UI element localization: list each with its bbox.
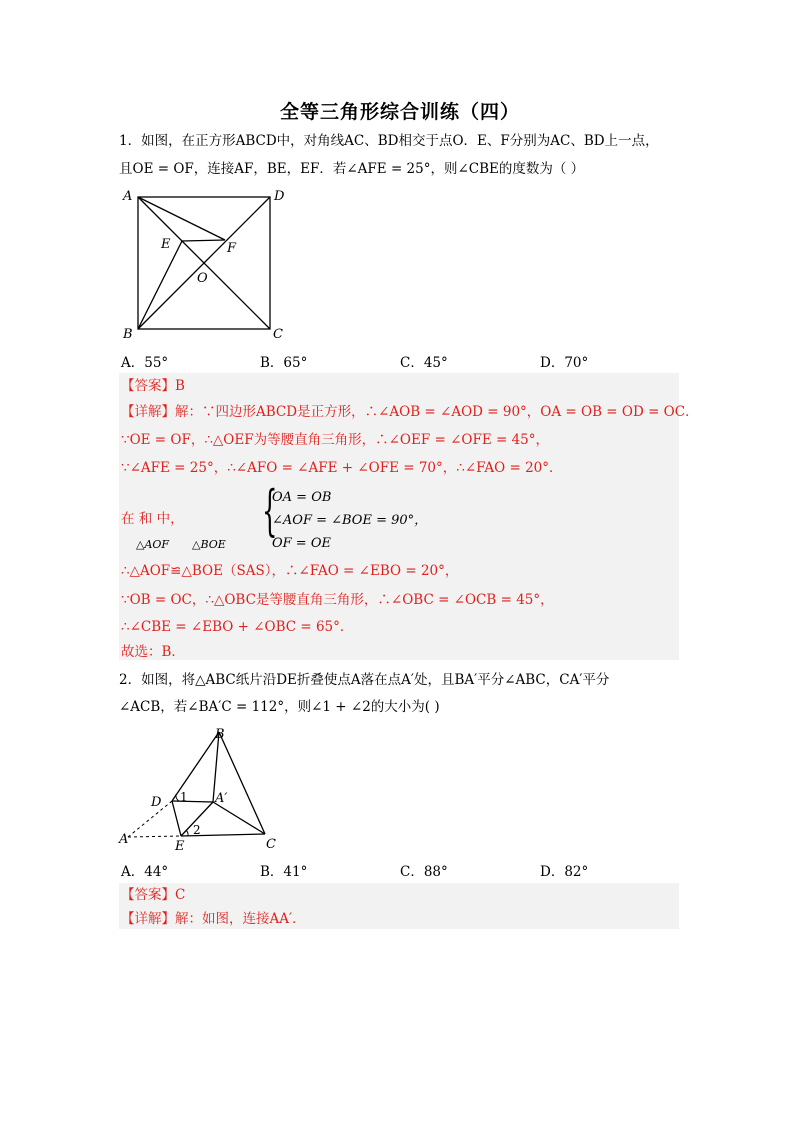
q1-system-brace: {: [262, 479, 278, 542]
q2-option-c: C．88°: [400, 864, 448, 880]
q2-answer: 【答案】C: [121, 887, 186, 903]
q1-option-a: A．55°: [121, 355, 169, 371]
side-bc: [219, 732, 265, 834]
q1-answer: 【答案】B: [121, 378, 185, 394]
label-f: F: [227, 241, 237, 256]
q1-solution-line3: ∵∠AFE = 25°，∴∠AFO = ∠AFE + ∠OFE = 70°，∴∠FAO = 20°．: [121, 460, 563, 476]
label-b: B: [215, 727, 225, 742]
label-e: E: [161, 237, 171, 252]
label-a: A: [119, 832, 129, 847]
q1-triangle-aof: △AOF: [136, 538, 170, 551]
q1-system: [272, 486, 427, 555]
dashed-ad: [128, 801, 172, 837]
q1-system-row2: ∠AOF = ∠BOE = 90°，: [272, 513, 428, 528]
label-c: C: [266, 837, 276, 852]
segment-da-prime: [172, 801, 213, 802]
q1-triangle-boe: △BOE: [192, 538, 226, 551]
q2-stem-line2: ∠ACB，若∠BA′C = 112°，则∠1 + ∠2的大小为( ): [119, 699, 440, 715]
label-c: C: [273, 327, 283, 342]
q1-system-row1: OA = OB: [272, 490, 332, 505]
q2-triangle-figure: [115, 722, 295, 857]
q1-solution-line8: 故选：B．: [121, 644, 185, 660]
q1-solution-line1: 【详解】解：∵四边形ABCD是正方形，∴∠AOB = ∠AOD = 90°，OA = OB = OD = OC．: [121, 404, 699, 420]
q2-option-b: B．41°: [260, 864, 308, 880]
q1-solution-line4: 在 和 中，: [121, 511, 184, 527]
label-angle-2: 2: [193, 823, 201, 837]
q1-solution-line2: ∵OE = OF，∴△OEF为等腰直角三角形，∴∠OEF = ∠OFE = 45°，: [121, 432, 550, 448]
dashed-ae: [128, 836, 181, 837]
segment-af: [138, 197, 225, 240]
q1-option-d: D．70°: [540, 355, 589, 371]
label-o: O: [197, 271, 208, 286]
fold-de: [172, 801, 181, 836]
q1-system-row3: OF = OE: [272, 536, 331, 551]
label-angle-1: 1: [180, 790, 188, 804]
q2-option-a: A．44°: [121, 864, 169, 880]
page-title: 全等三角形综合训练（四）: [279, 101, 520, 123]
label-a-prime: A′: [215, 791, 228, 806]
segment-ef: [182, 240, 225, 241]
q2-stem-line1: 2．如图，将△ABC纸片沿DE折叠使点A落在点A′处，且BA′平分∠ABC，CA′平分: [119, 672, 610, 688]
segment-be: [138, 241, 182, 329]
q1-square-figure: [115, 185, 295, 345]
q2-solution-line1: 【详解】解：如图，连接AA′．: [121, 911, 306, 927]
q1-solution-line5: ∴△AOF≌△BOE（SAS），∴∠FAO = ∠EBO = 20°，: [121, 563, 459, 579]
q1-solution-line7: ∴∠CBE = ∠EBO + ∠OBC = 65°．: [121, 619, 354, 635]
label-b: B: [123, 327, 133, 342]
q1-option-b: B．65°: [260, 355, 308, 371]
q1-stem-line1: 1．如图，在正方形ABCD中，对角线AC、BD相交于点O．E、F分别为AC、BD上一点，: [119, 133, 659, 149]
q1-solution-line6: ∵OB = OC，∴△OBC是等腰直角三角形，∴∠OBC = ∠OCB = 45°，: [121, 592, 554, 608]
label-e: E: [175, 839, 185, 854]
q1-option-c: C．45°: [400, 355, 448, 371]
label-d: D: [151, 795, 162, 810]
q2-option-d: D．82°: [540, 864, 589, 880]
label-d: D: [274, 189, 285, 204]
q1-stem-line2: 且OE = OF，连接AF，BE，EF．若∠AFE = 25°，则∠CBE的度数为（ ）: [119, 161, 585, 177]
label-a: A: [123, 189, 133, 204]
